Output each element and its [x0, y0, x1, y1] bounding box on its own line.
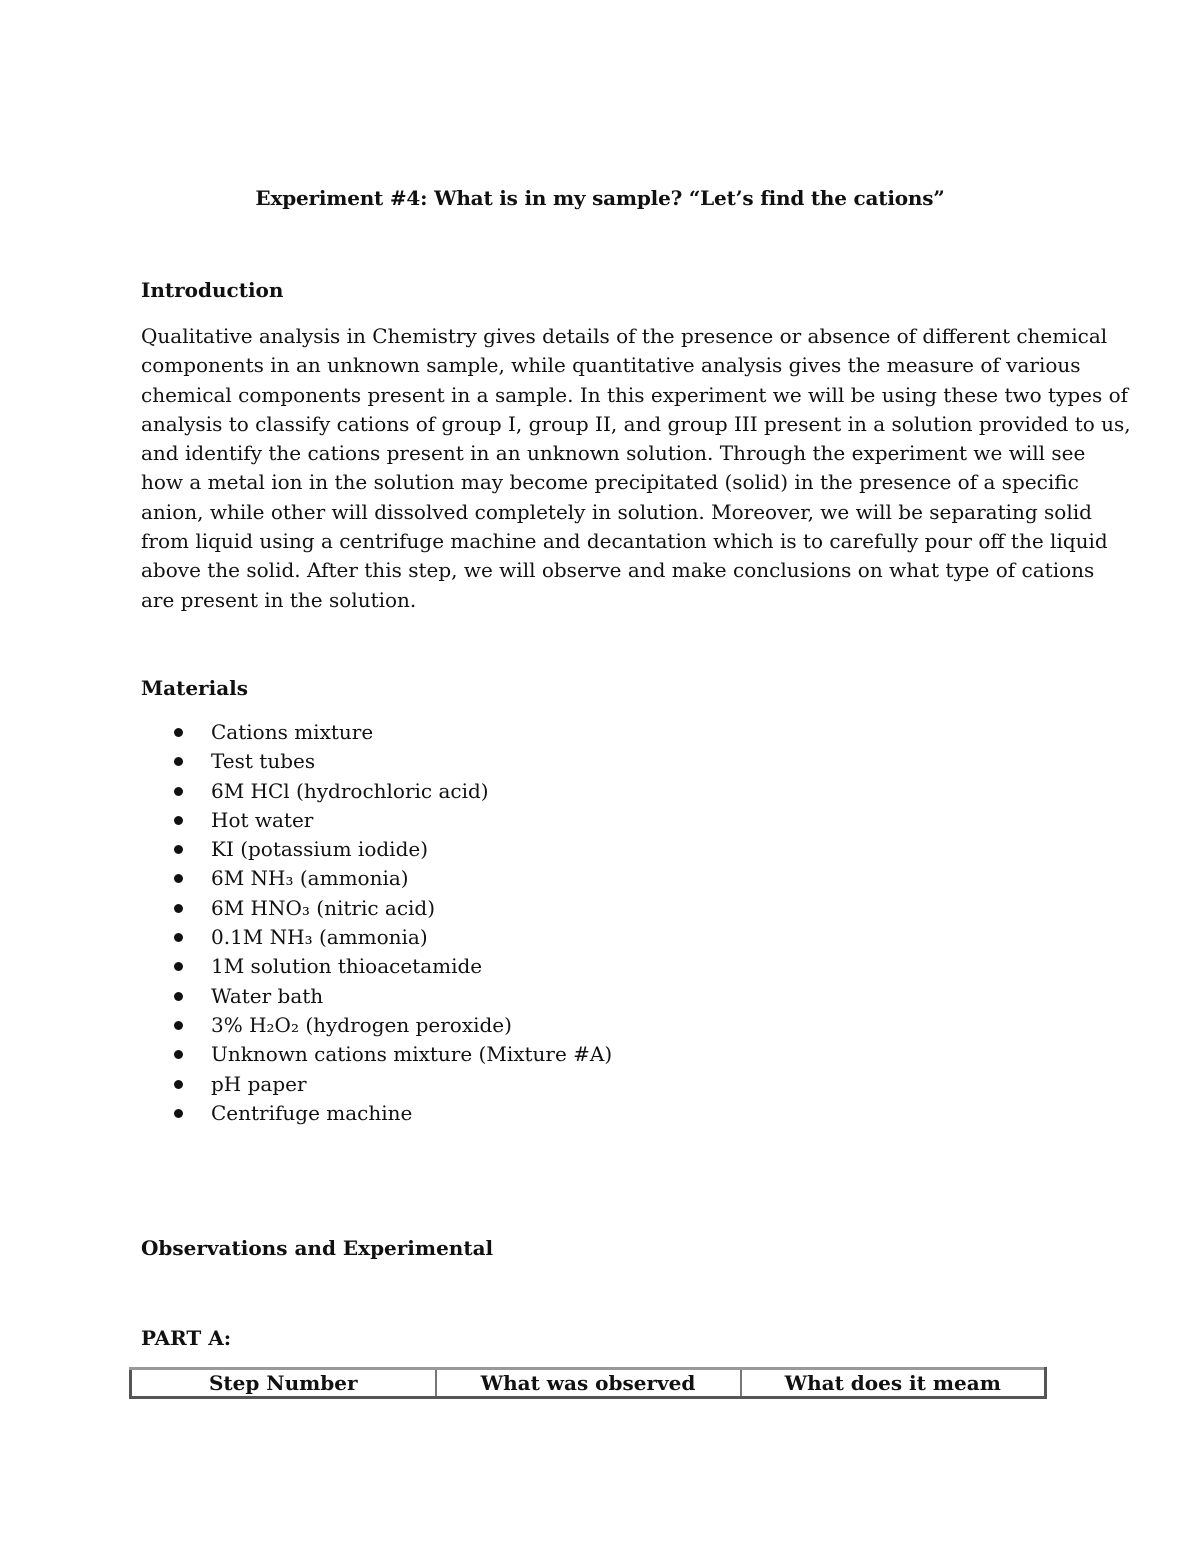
- material-item: [141, 718, 612, 747]
- paragraph-line: anion, while other will dissolved completely in solution. Moreover, we will be separating solid: [141, 499, 1092, 524]
- introduction-heading: Introduction: [141, 278, 284, 302]
- material-label: 6M NH₃ (ammonia): [211, 866, 409, 891]
- material-label: 6M HCl (hydrochloric acid): [211, 778, 489, 803]
- bullet-icon: [174, 757, 183, 766]
- column-header-step-number: Step Number: [131, 1369, 436, 1398]
- paragraph-line: components in an unknown sample, while quantitative analysis gives the measure of various: [141, 353, 1081, 378]
- bullet-icon: [174, 874, 183, 883]
- paragraph-line: chemical components present in a sample. In this experiment we will be using these two types of: [141, 382, 1129, 407]
- material-label: Hot water: [211, 807, 314, 832]
- paragraph-line: are present in the solution.: [141, 587, 417, 612]
- paragraph-line: how a metal ion in the solution may become precipitated (solid) in the presence of a specific: [141, 470, 1079, 495]
- bullet-icon: [174, 787, 183, 796]
- material-label: pH paper: [211, 1071, 307, 1096]
- bullet-icon: [174, 845, 183, 854]
- bullet-icon: [174, 1050, 183, 1059]
- bullet-icon: [174, 1021, 183, 1030]
- material-label: Cations mixture: [211, 720, 374, 744]
- column-header-observed: What was observed: [436, 1369, 741, 1398]
- bullet-icon: [174, 933, 183, 942]
- observations-table: [129, 1367, 1047, 1399]
- material-label: Test tubes: [211, 749, 316, 774]
- material-label: 3% H₂O₂ (hydrogen peroxide): [211, 1012, 512, 1037]
- material-item: [141, 952, 612, 981]
- bullet-icon: [174, 904, 183, 913]
- material-label: KI (potassium iodide): [211, 837, 429, 862]
- material-item: [141, 864, 612, 893]
- bullet-icon: [174, 1109, 183, 1118]
- material-label: 1M solution thioacetamide: [211, 954, 483, 979]
- material-item: [141, 894, 612, 923]
- introduction-paragraph: [141, 322, 1131, 615]
- paragraph-line: Qualitative analysis in Chemistry gives details of the presence or absence of different chemical: [141, 324, 1108, 348]
- material-item: [141, 923, 612, 952]
- observations-heading: Observations and Experimental: [141, 1236, 494, 1260]
- material-item: [141, 1011, 612, 1040]
- paragraph-line: above the solid. After this step, we will observe and make conclusions on what type of cations: [141, 558, 1095, 583]
- material-label: Unknown cations mixture (Mixture #A): [211, 1042, 613, 1067]
- bullet-icon: [174, 1080, 183, 1089]
- bullet-icon: [174, 816, 183, 825]
- material-item: [141, 1099, 612, 1128]
- material-item: [141, 1070, 612, 1099]
- material-label: 0.1M NH₃ (ammonia): [211, 925, 428, 950]
- part-a-heading: PART A:: [141, 1326, 232, 1350]
- bullet-icon: [174, 992, 183, 1001]
- bullet-icon: [174, 728, 183, 737]
- material-item: [141, 806, 612, 835]
- materials-list: [141, 718, 612, 1128]
- paragraph-line: and identify the cations present in an unknown solution. Through the experiment we will see: [141, 441, 1086, 466]
- material-item: [141, 835, 612, 864]
- material-label: 6M HNO₃ (nitric acid): [211, 895, 436, 920]
- paragraph-line: analysis to classify cations of group I, group II, and group III present in a solution provided to us,: [141, 411, 1131, 436]
- material-label: Centrifuge machine: [211, 1100, 413, 1125]
- material-item: [141, 1040, 612, 1069]
- material-item: [141, 777, 612, 806]
- material-item: [141, 747, 612, 776]
- paragraph-line: from liquid using a centrifuge machine and decantation which is to carefully pour off the liquid: [141, 529, 1108, 554]
- table-header-row: [131, 1369, 1046, 1398]
- material-item: [141, 982, 612, 1011]
- bullet-icon: [174, 962, 183, 971]
- document-title: Experiment #4: What is in my sample? “Let’s find the cations”: [255, 186, 945, 210]
- materials-heading: Materials: [141, 676, 249, 700]
- material-label: Water bath: [211, 983, 324, 1008]
- column-header-meaning: What does it meam: [741, 1369, 1046, 1398]
